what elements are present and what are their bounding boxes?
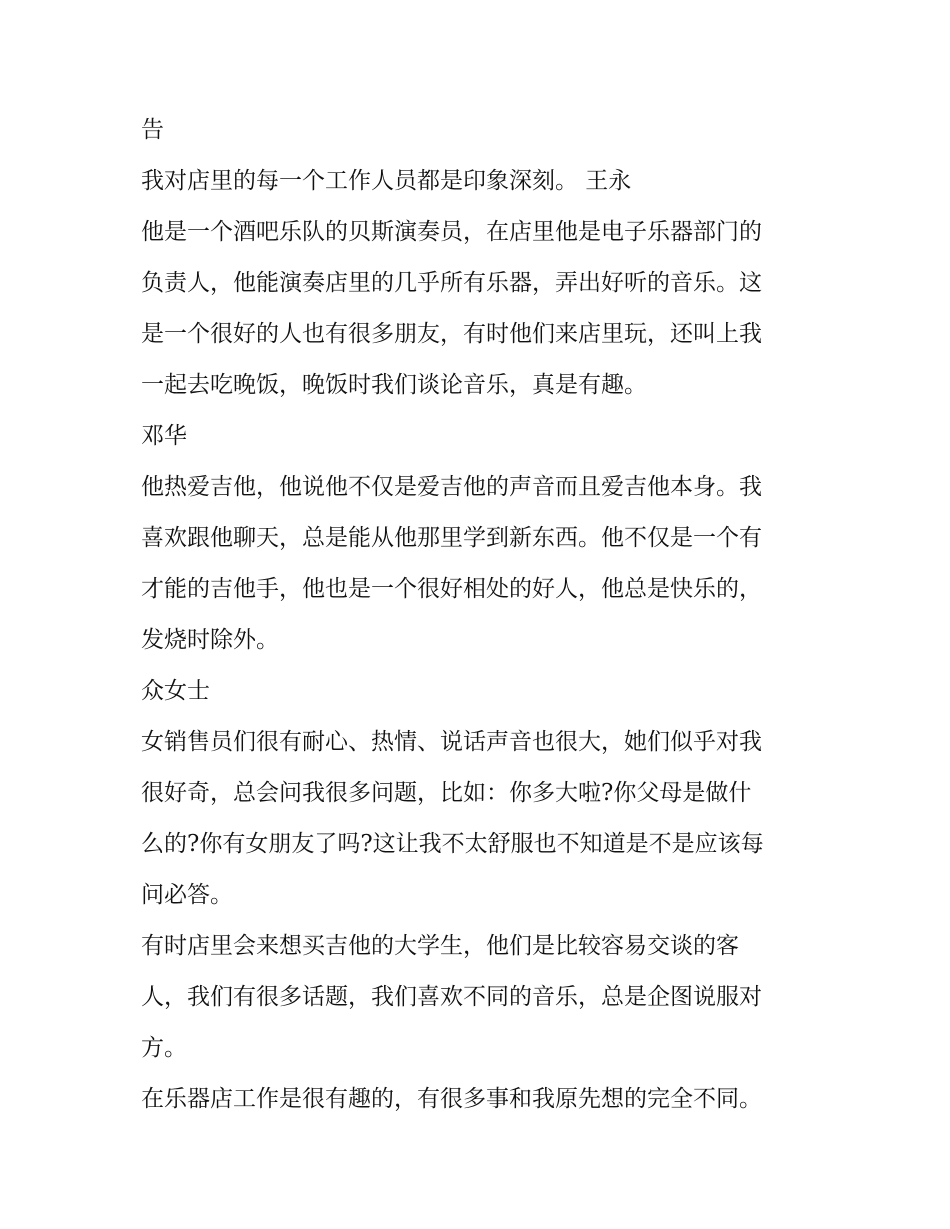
section-heading: 邓华 xyxy=(141,423,187,449)
text-line: 一起去吃晚饭，晚饭时我们谈论音乐，真是有趣。 xyxy=(141,372,647,398)
text-line: 负责人，他能演奏店里的几乎所有乐器，弄出好听的音乐。这 xyxy=(141,270,762,296)
text-line: 方。 xyxy=(141,1035,187,1061)
text-line: 他是一个酒吧乐队的贝斯演奏员，在店里他是电子乐器部门的 xyxy=(141,219,762,245)
text-line: 发烧时除外。 xyxy=(141,627,279,653)
text-line: 是一个很好的人也有很多朋友，有时他们来店里玩，还叫上我 xyxy=(141,321,762,347)
text-line: 他热爱吉他，他说他不仅是爱吉他的声音而且爱吉他本身。我 xyxy=(141,474,762,500)
text-line: 我对店里的每一个工作人员都是印象深刻。 王永 xyxy=(141,168,632,194)
text-line: 么的?你有女朋友了吗?这让我不太舒服也不知道是不是应该每 xyxy=(141,831,764,857)
text-line: 人，我们有很多话题，我们喜欢不同的音乐，总是企图说服对 xyxy=(141,984,762,1010)
text-line: 在乐器店工作是很有趣的，有很多事和我原先想的完全不同。 xyxy=(141,1086,762,1112)
text-line: 有时店里会来想买吉他的大学生，他们是比较容易交谈的客 xyxy=(141,933,739,959)
text-line: 告 xyxy=(141,117,164,143)
text-line: 很好奇，总会问我很多问题，比如：你多大啦?你父母是做什 xyxy=(141,780,752,806)
document-body xyxy=(141,105,831,1125)
section-heading: 众女士 xyxy=(141,678,210,704)
text-line: 喜欢跟他聊天，总是能从他那里学到新东西。他不仅是一个有 xyxy=(141,525,762,551)
text-line: 才能的吉他手，他也是一个很好相处的好人，他总是快乐的， xyxy=(141,576,762,602)
text-line: 问必答。 xyxy=(141,882,233,908)
text-line: 女销售员们很有耐心、热情、说话声音也很大，她们似乎对我 xyxy=(141,729,762,755)
